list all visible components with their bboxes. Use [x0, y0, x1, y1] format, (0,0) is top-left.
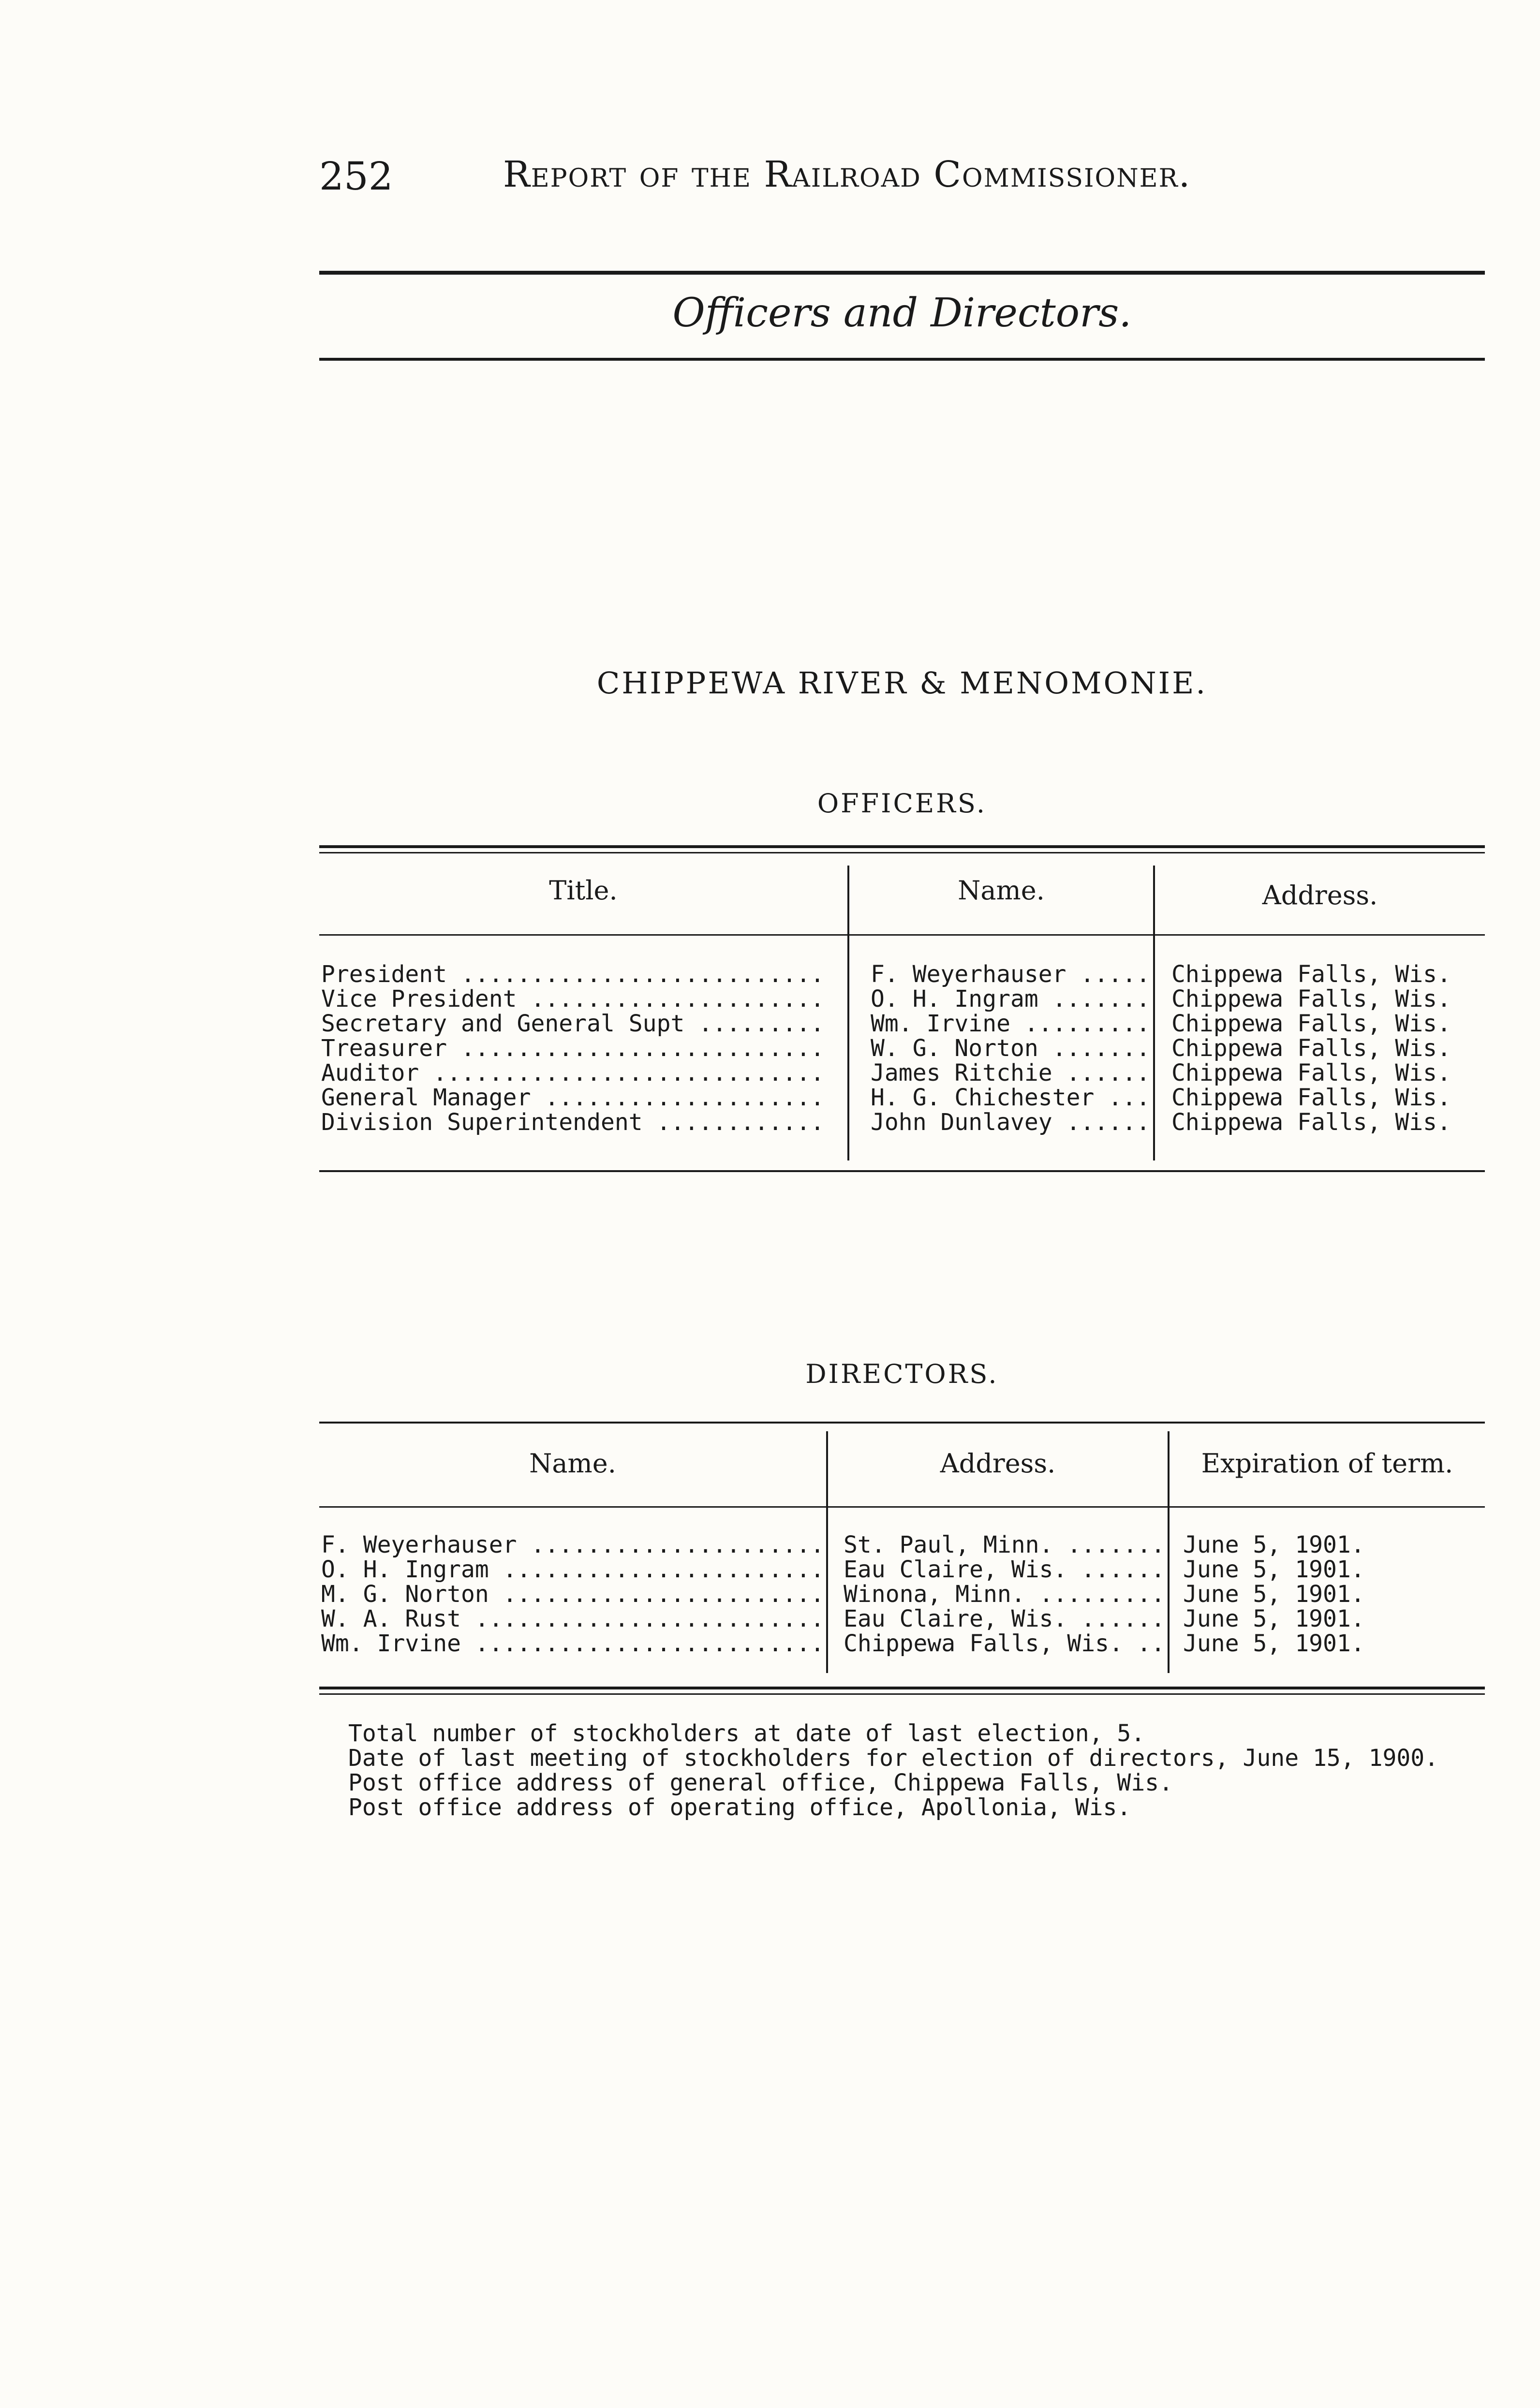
- officer-name: H. G. Chichester .....: [871, 1086, 1146, 1110]
- footnote-line: Date of last meeting of stockholders for election of directors, June 15, 1900.: [348, 1745, 1439, 1772]
- director-address: Chippewa Falls, Wis. .....: [844, 1631, 1163, 1656]
- officer-address: Chippewa Falls, Wis.: [1171, 1012, 1451, 1036]
- footnote-line: Post office address of general office, Chippewa Falls, Wis.: [348, 1769, 1173, 1796]
- officers-col-address: Address.: [1262, 880, 1378, 910]
- officer-address: Chippewa Falls, Wis.: [1171, 1061, 1451, 1086]
- directors-heading: DIRECTORS.: [805, 1359, 999, 1389]
- section-title: Officers and Directors.: [672, 290, 1132, 336]
- director-term: June 5, 1901.: [1183, 1607, 1365, 1631]
- director-address: St. Paul, Minn. .....: [844, 1533, 1163, 1557]
- officers-col-name: Name.: [958, 875, 1045, 906]
- officer-title: President .....: [321, 962, 829, 987]
- officer-title: Vice President .....: [321, 987, 829, 1012]
- director-term: June 5, 1901.: [1183, 1533, 1365, 1557]
- director-name: Wm. Irvine .....: [321, 1631, 819, 1656]
- officer-title: General Manager .....: [321, 1086, 829, 1110]
- footnote-line: Total number of stockholders at date of last election, 5.: [348, 1720, 1145, 1747]
- footnote-line: Post office address of operating office, Apollonia, Wis.: [348, 1794, 1131, 1821]
- director-address: Eau Claire, Wis. .....: [844, 1607, 1163, 1631]
- officer-address: Chippewa Falls, Wis.: [1171, 962, 1451, 987]
- officer-name: O. H. Ingram .....: [871, 987, 1146, 1012]
- officers-heading: OFFICERS.: [817, 788, 987, 819]
- officer-title: Secretary and General Supt .....: [321, 1012, 829, 1036]
- director-name: F. Weyerhauser .....: [321, 1533, 819, 1557]
- directors-top-rule: [319, 1422, 1485, 1424]
- director-name: W. A. Rust .....: [321, 1607, 819, 1631]
- director-term: June 5, 1901.: [1183, 1582, 1365, 1607]
- officers-header-rule: [319, 934, 1485, 936]
- company-name: CHIPPEWA RIVER & MENOMONIE.: [596, 665, 1208, 701]
- director-term: June 5, 1901.: [1183, 1631, 1365, 1656]
- officer-title: Treasurer .....: [321, 1036, 829, 1061]
- officer-address: Chippewa Falls, Wis.: [1171, 987, 1451, 1012]
- director-name: O. H. Ingram .....: [321, 1557, 819, 1582]
- directors-bottom-rule: [319, 1687, 1485, 1689]
- officer-name: Wm. Irvine .....: [871, 1012, 1146, 1036]
- directors-bottom-rule-thin: [319, 1693, 1485, 1695]
- header-rule-bottom: [319, 358, 1485, 361]
- officer-address: Chippewa Falls, Wis.: [1171, 1110, 1451, 1135]
- running-title: Report of the Railroad Commissioner.: [503, 154, 1191, 195]
- directors-col-name: Name.: [529, 1448, 616, 1479]
- officer-name: James Ritchie .....: [871, 1061, 1146, 1086]
- officers-bottom-rule: [319, 1170, 1485, 1172]
- director-address: Eau Claire, Wis. .....: [844, 1557, 1163, 1582]
- officer-name: W. G. Norton .....: [871, 1036, 1146, 1061]
- officer-address: Chippewa Falls, Wis.: [1171, 1086, 1451, 1110]
- directors-header-rule: [319, 1506, 1485, 1508]
- header-rule-top: [319, 271, 1485, 275]
- officers-top-rule: [319, 845, 1485, 848]
- officers-col-title: Title.: [549, 875, 618, 906]
- officer-title: Division Superintendent .....: [321, 1110, 829, 1135]
- page-number: 252: [319, 154, 393, 199]
- director-name: M. G. Norton .....: [321, 1582, 819, 1607]
- officer-title: Auditor .....: [321, 1061, 829, 1086]
- directors-col-term: Expiration of term.: [1201, 1448, 1453, 1479]
- officer-name: John Dunlavey .....: [871, 1110, 1146, 1135]
- director-address: Winona, Minn. .....: [844, 1582, 1163, 1607]
- director-term: June 5, 1901.: [1183, 1557, 1365, 1582]
- officer-name: F. Weyerhauser .....: [871, 962, 1146, 987]
- directors-col-address: Address.: [940, 1448, 1056, 1479]
- officers-top-rule-thin: [319, 852, 1485, 853]
- officer-address: Chippewa Falls, Wis.: [1171, 1036, 1451, 1061]
- officers-col-divider-1: [847, 866, 849, 1160]
